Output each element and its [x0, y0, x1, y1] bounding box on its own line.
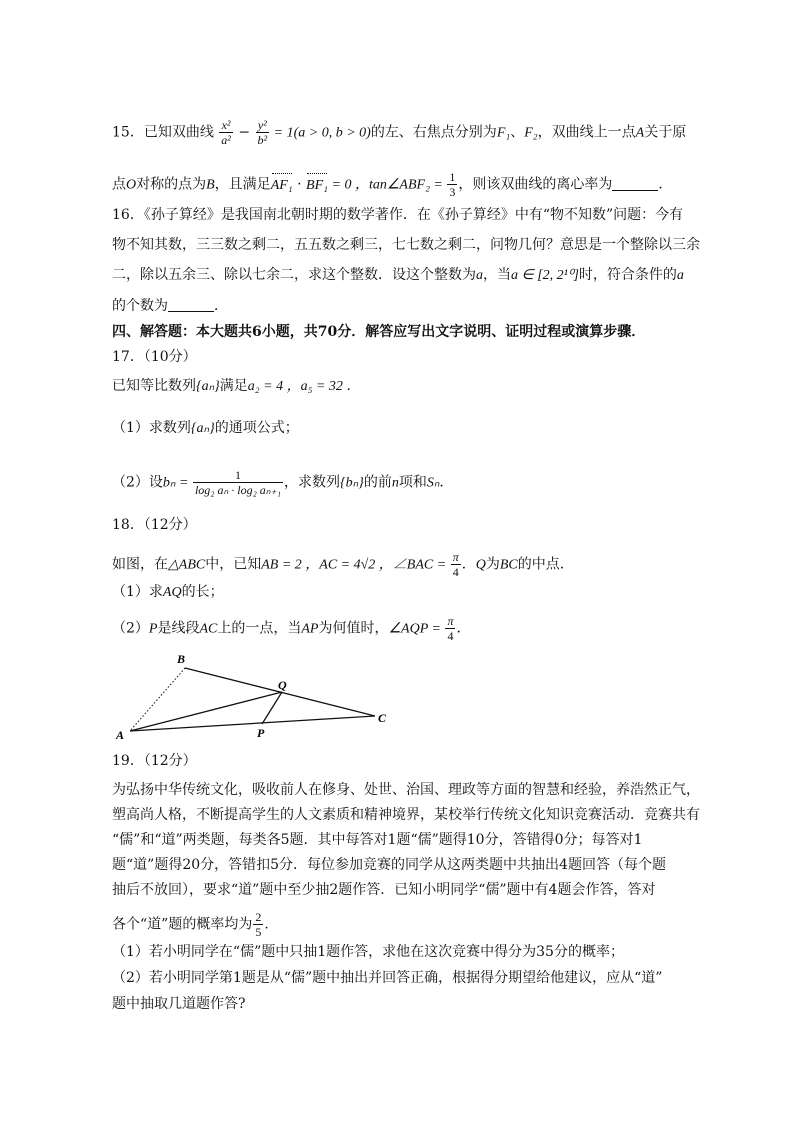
side-ac: AC = 4√2 ，: [319, 557, 393, 573]
frac-numerator: 1: [449, 170, 456, 184]
frac-denominator: 5: [255, 925, 262, 939]
q18-text: 为: [485, 556, 500, 573]
minus-sign: −: [233, 124, 255, 141]
frac-numerator: 1: [235, 468, 241, 482]
q15-text: ，且满足: [214, 176, 271, 193]
q17-condition: a₂ = 4 ，a₅ = 32 ．: [247, 379, 361, 394]
q18-frac-pi: [445, 614, 455, 643]
q16-line1: 16．《孙子算经》是我国南北朝时期的数学著作．在《孙子算经》中有“物不知数”问题：今有: [112, 207, 684, 223]
sum-sn: Sₙ: [426, 475, 440, 491]
q18-text: 如图，在: [112, 556, 168, 573]
q15-text: ，则该双曲线的离心率为: [458, 176, 613, 193]
q17-text: （2）设: [112, 474, 163, 491]
bn-definition: bₙ =: [162, 475, 192, 491]
q15-frac-y: [256, 118, 270, 147]
q16-line4: [112, 296, 228, 316]
q15-text: 点: [112, 176, 126, 193]
q15-text: 已知双曲线: [143, 124, 214, 141]
variable-n: n: [391, 475, 399, 491]
q16-text: ，当: [483, 267, 511, 283]
q19-frac-prob: [253, 910, 263, 939]
q18-part1: [112, 582, 224, 603]
frac-numerator: π: [447, 614, 454, 628]
q15-text: ，双曲线上一点: [537, 124, 636, 141]
answer-blank: [168, 297, 214, 312]
dot-product: ·: [292, 176, 307, 193]
segment-aq: AQ: [162, 585, 182, 600]
point-b: B: [206, 177, 215, 193]
point-q: Q: [475, 557, 486, 573]
q19-line6: [112, 910, 269, 939]
angle-aqp: ∠AQP =: [388, 621, 445, 637]
segment-ab: [130, 668, 185, 731]
frac-numerator: π: [452, 550, 459, 564]
label-q: Q: [278, 678, 287, 692]
q19-line3: “儒”和“道”两类题，每类各5题．其中每答对1题“儒”题得10分，答错得0分；每答对1: [112, 832, 643, 848]
q17-part1: [112, 418, 299, 439]
separator: 、: [510, 124, 525, 141]
q17-text: （1）求数列: [112, 420, 191, 436]
label-p: P: [257, 726, 265, 740]
frac-denominator: b²: [257, 133, 268, 147]
q15-line2: [112, 170, 672, 199]
vector-bf1: BF₁: [306, 176, 328, 196]
q16-range: a ∈ [2, 2¹⁰]: [511, 268, 579, 283]
q18-text: 为何值时，: [318, 620, 389, 637]
q19-line5: 抽后不放回），要求“道”题中至少抽2题作答．已知小明同学“儒”题中有4题会作答，答对: [112, 882, 656, 898]
vector-af1: AF₁: [271, 176, 293, 196]
q18-text: 上的一点，当: [217, 620, 302, 637]
section-heading: 四、解答题：本大题共6小题，共70分．解答应写出文字说明、证明过程或演算步骤．: [112, 324, 646, 340]
q18-text: ．: [461, 556, 476, 573]
frac-denominator: 4: [451, 564, 461, 579]
q16-text: 时，符合条件的: [578, 267, 677, 283]
q17-part2: [112, 468, 453, 497]
frac-denominator: 4: [445, 628, 455, 643]
variable-a: a: [476, 268, 483, 283]
q17-heading: 17．（10分）: [112, 349, 197, 365]
focus-f2: F₂: [524, 125, 538, 141]
frac-numerator: 2: [255, 910, 262, 924]
q19-part1: （1）若小明同学在“儒”题中只抽1题作答，求他在这次竞赛中得分为35分的概率；: [112, 944, 624, 960]
q17-text: 项和: [398, 474, 427, 491]
q18-text: 中，已知: [205, 556, 262, 573]
q16-text: ．: [214, 298, 228, 314]
q19-line1: 为弘扬中华传统文化，吸收前人在修身、处世、治国、理政等方面的智慧和经验，养浩然正气，: [112, 782, 700, 798]
q18-text: （1）求: [112, 584, 163, 600]
q18-text: 的长；: [181, 584, 224, 600]
q17-frac-bn: [193, 468, 283, 497]
sequence-bn: {bₙ}: [340, 475, 364, 491]
side-bc: BC: [499, 557, 518, 573]
frac-denominator: 3: [449, 185, 456, 199]
point-o: O: [126, 177, 137, 193]
sequence-an: {aₙ}: [196, 379, 220, 394]
q16-text: 二，除以五余三、除以七余二，求这个整数．设这个整数为: [112, 267, 476, 283]
q15-equation: = 1(a > 0, b > 0): [270, 125, 371, 141]
q19-part2-line2: 题中抽取几道题作答?: [112, 996, 246, 1012]
segment-ap: AP: [301, 621, 319, 637]
q18-text: 是线段: [157, 620, 200, 637]
label-a: A: [116, 728, 125, 742]
q15-frac-tan: [447, 170, 457, 199]
sequence-an: {aₙ}: [190, 421, 215, 436]
frac-denominator: a²: [221, 133, 231, 147]
q15-frac-x: [219, 118, 233, 147]
q18-part2: [112, 614, 470, 643]
q18-given: [112, 550, 574, 579]
segment-ac: AC: [199, 621, 218, 637]
q19-text: 各个“道”题的概率均为: [112, 916, 253, 933]
q18-frac-pi: [451, 550, 461, 579]
q17-text: 的通项公式；: [214, 420, 299, 436]
q15-line1: [112, 118, 686, 147]
q16-line3: [112, 265, 684, 286]
q15-text: 的左、右焦点分别为: [370, 124, 497, 141]
point-p: P: [148, 621, 158, 637]
answer-blank: [612, 176, 658, 191]
q19-line4: 题“道”题得20分，答错扣5分．每位参加竞赛的同学从这两类题中共抽出4题回答（每个题: [112, 857, 666, 873]
q15-number: 15．: [112, 124, 144, 141]
q19-part2-line1: （2）若小明同学第1题是从“儒”题中抽出并回答正确，根据得分期望给他建议，应从“道”: [112, 970, 663, 986]
label-b: B: [177, 652, 186, 666]
frac-numerator: x²: [221, 118, 231, 132]
q17-text: 的前: [363, 474, 392, 491]
q15-text: 对称的点为: [136, 176, 207, 193]
q18-text: ．: [456, 620, 471, 637]
angle-bac: ∠BAC =: [392, 557, 450, 573]
triangle-figure: [100, 648, 400, 748]
q17-given: [112, 376, 360, 397]
segment-ac: [130, 716, 375, 731]
q17-text: 已知等比数列: [112, 378, 196, 394]
q17-text: ．: [439, 474, 454, 491]
q16-line2: 物不知其数，三三数之剩二，五五数之剩三，七七数之剩二，问物几何？意思是一个整除以三余: [112, 237, 700, 253]
frac-numerator: y²: [257, 118, 267, 132]
q15-text: 关于原: [644, 124, 687, 141]
tan-expression: tan∠ABF₂ =: [368, 177, 447, 193]
variable-a: a: [676, 268, 684, 283]
q18-heading: 18．（12分）: [112, 517, 197, 533]
q18-text: 的中点．: [517, 556, 574, 573]
triangle-abc: △ABC: [168, 557, 206, 573]
focus-f1: F₁: [496, 125, 511, 141]
label-c: C: [378, 711, 387, 725]
q15-text: ．: [658, 176, 673, 193]
q19-line2: 塑高尚人格，不断提高学生的人文素质和精神境界，某校举行传统文化知识竞赛活动．竞赛共有: [112, 807, 700, 823]
point-a: A: [635, 125, 645, 141]
q18-text: （2）: [112, 620, 149, 637]
q17-text: ，求数列: [284, 474, 341, 491]
q19-text: .: [264, 916, 269, 933]
q17-text: 满足: [219, 378, 248, 394]
q16-text: 的个数为: [112, 298, 168, 314]
q15-equation: = 0 ，: [328, 177, 369, 193]
frac-denominator: log₂ aₙ · log₂ aₙ₊₁: [194, 483, 282, 497]
q19-heading: 19．（12分）: [112, 753, 197, 769]
side-ab: AB = 2 ，: [261, 557, 320, 573]
